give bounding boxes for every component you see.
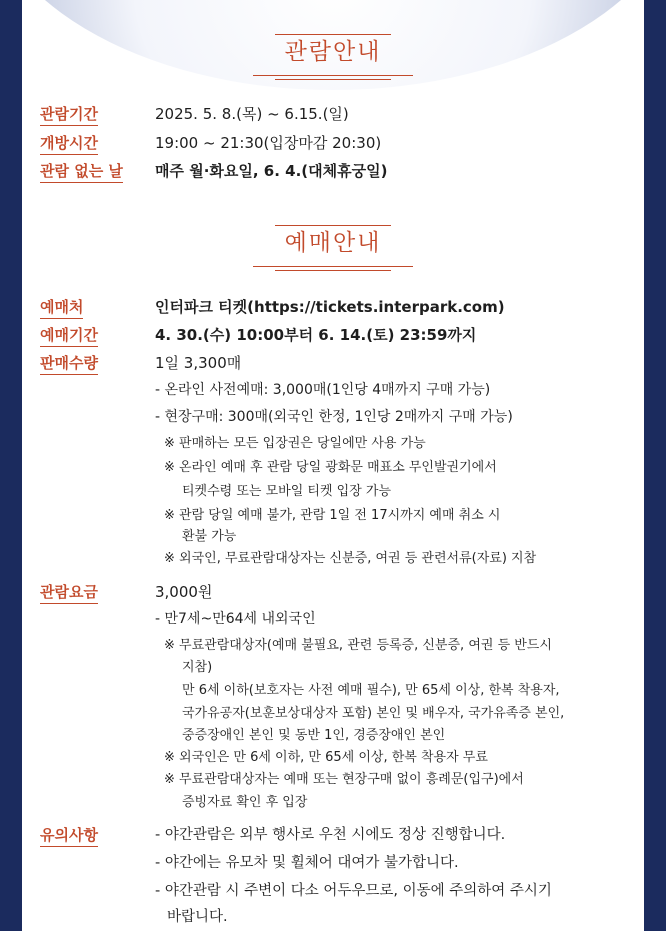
fee-note: ※ 무료관람대상자(예매 불필요, 관련 등록증, 신분증, 여권 등 반드시 [164,638,552,653]
booking-section-title: 예매안내 [253,221,414,265]
fee-note: 증빙자료 확인 후 입장 [182,795,308,810]
quantity-note: ※ 판매하는 모든 입장권은 당일에만 사용 가능 [164,436,426,451]
quantity-line: - 온라인 사전예매: 3,000매(1인당 4매까지 구매 가능) [155,382,491,398]
fee-note: 국가유공자(보훈보상대상자 포함) 본인 및 배우자, 국가유족증 본인, [182,706,565,721]
info-label-hours: 개방시간 [40,133,98,155]
caution-line: - 야간관람은 외부 행사로 우천 시에도 정상 진행합니다. [155,827,506,843]
fee-note: ※ 무료관람대상자는 예매 또는 현장구매 없이 흥례문(입구)에서 [164,772,524,787]
quantity-note: 환불 가능 [182,529,237,544]
fee-line: - 만7세~만64세 내외국인 [155,611,316,627]
quantity-note: ※ 관람 당일 예매 불가, 관람 1일 전 17시까지 예매 취소 시 [164,508,501,523]
booking-label-caution: 유의사항 [40,825,98,847]
fee-note: 중증장애인 본인 및 동반 1인, 경증장애인 본인 [182,728,446,743]
booking-label-vendor: 예매처 [40,297,83,319]
quantity-line: - 현장구매: 300매(외국인 한정, 1인당 2매까지 구매 가능) [155,409,513,425]
fee-note: 지참) [182,660,213,675]
quantity-note: 티켓수령 또는 모바일 티켓 입장 가능 [182,484,392,499]
caution-line: - 야간관람 시 주변이 다소 어두우므로, 이동에 주의하여 주시기 [155,883,552,899]
fee-note: ※ 외국인은 만 6세 이하, 만 65세 이상, 한복 착용자 무료 [164,750,488,765]
info-value-closed: 매주 월·화요일, 6. 4.(대체휴궁일) [155,162,388,180]
info-label-period: 관람기간 [40,104,98,126]
content-panel [22,0,644,931]
info-value-hours: 19:00 ~ 21:30(입장마감 20:30) [155,134,382,152]
info-value-period: 2025. 5. 8.(목) ~ 6.15.(일) [155,105,349,123]
info-section-title: 관람안내 [253,30,414,74]
quantity-note: ※ 온라인 예매 후 관람 당일 광화문 매표소 무인발권기에서 [164,460,497,475]
booking-label-quantity: 판매수량 [40,353,98,375]
info-section-title-wrap [22,30,644,74]
booking-value-fee: 3,000원 [155,583,213,601]
info-label-closed: 관람 없는 날 [40,161,123,183]
quantity-note: ※ 외국인, 무료관람대상자는 신분증, 여권 등 관련서류(자료) 지참 [164,551,537,566]
booking-value-period: 4. 30.(수) 10:00부터 6. 14.(토) 23:59까지 [155,326,477,344]
caution-line: - 야간에는 유모차 및 휠체어 대여가 불가합니다. [155,855,459,871]
booking-label-period: 예매기간 [40,325,98,347]
caution-line: 바랍니다. [167,909,228,925]
booking-label-fee: 관람요금 [40,582,98,604]
booking-value-quantity: 1일 3,300매 [155,354,242,372]
fee-note: 만 6세 이하(보호자는 사전 예매 필수), 만 65세 이상, 한복 착용자, [182,683,560,698]
booking-value-vendor: 인터파크 티켓(https://tickets.interpark.com) [155,298,505,316]
booking-section-title-wrap [22,221,644,265]
